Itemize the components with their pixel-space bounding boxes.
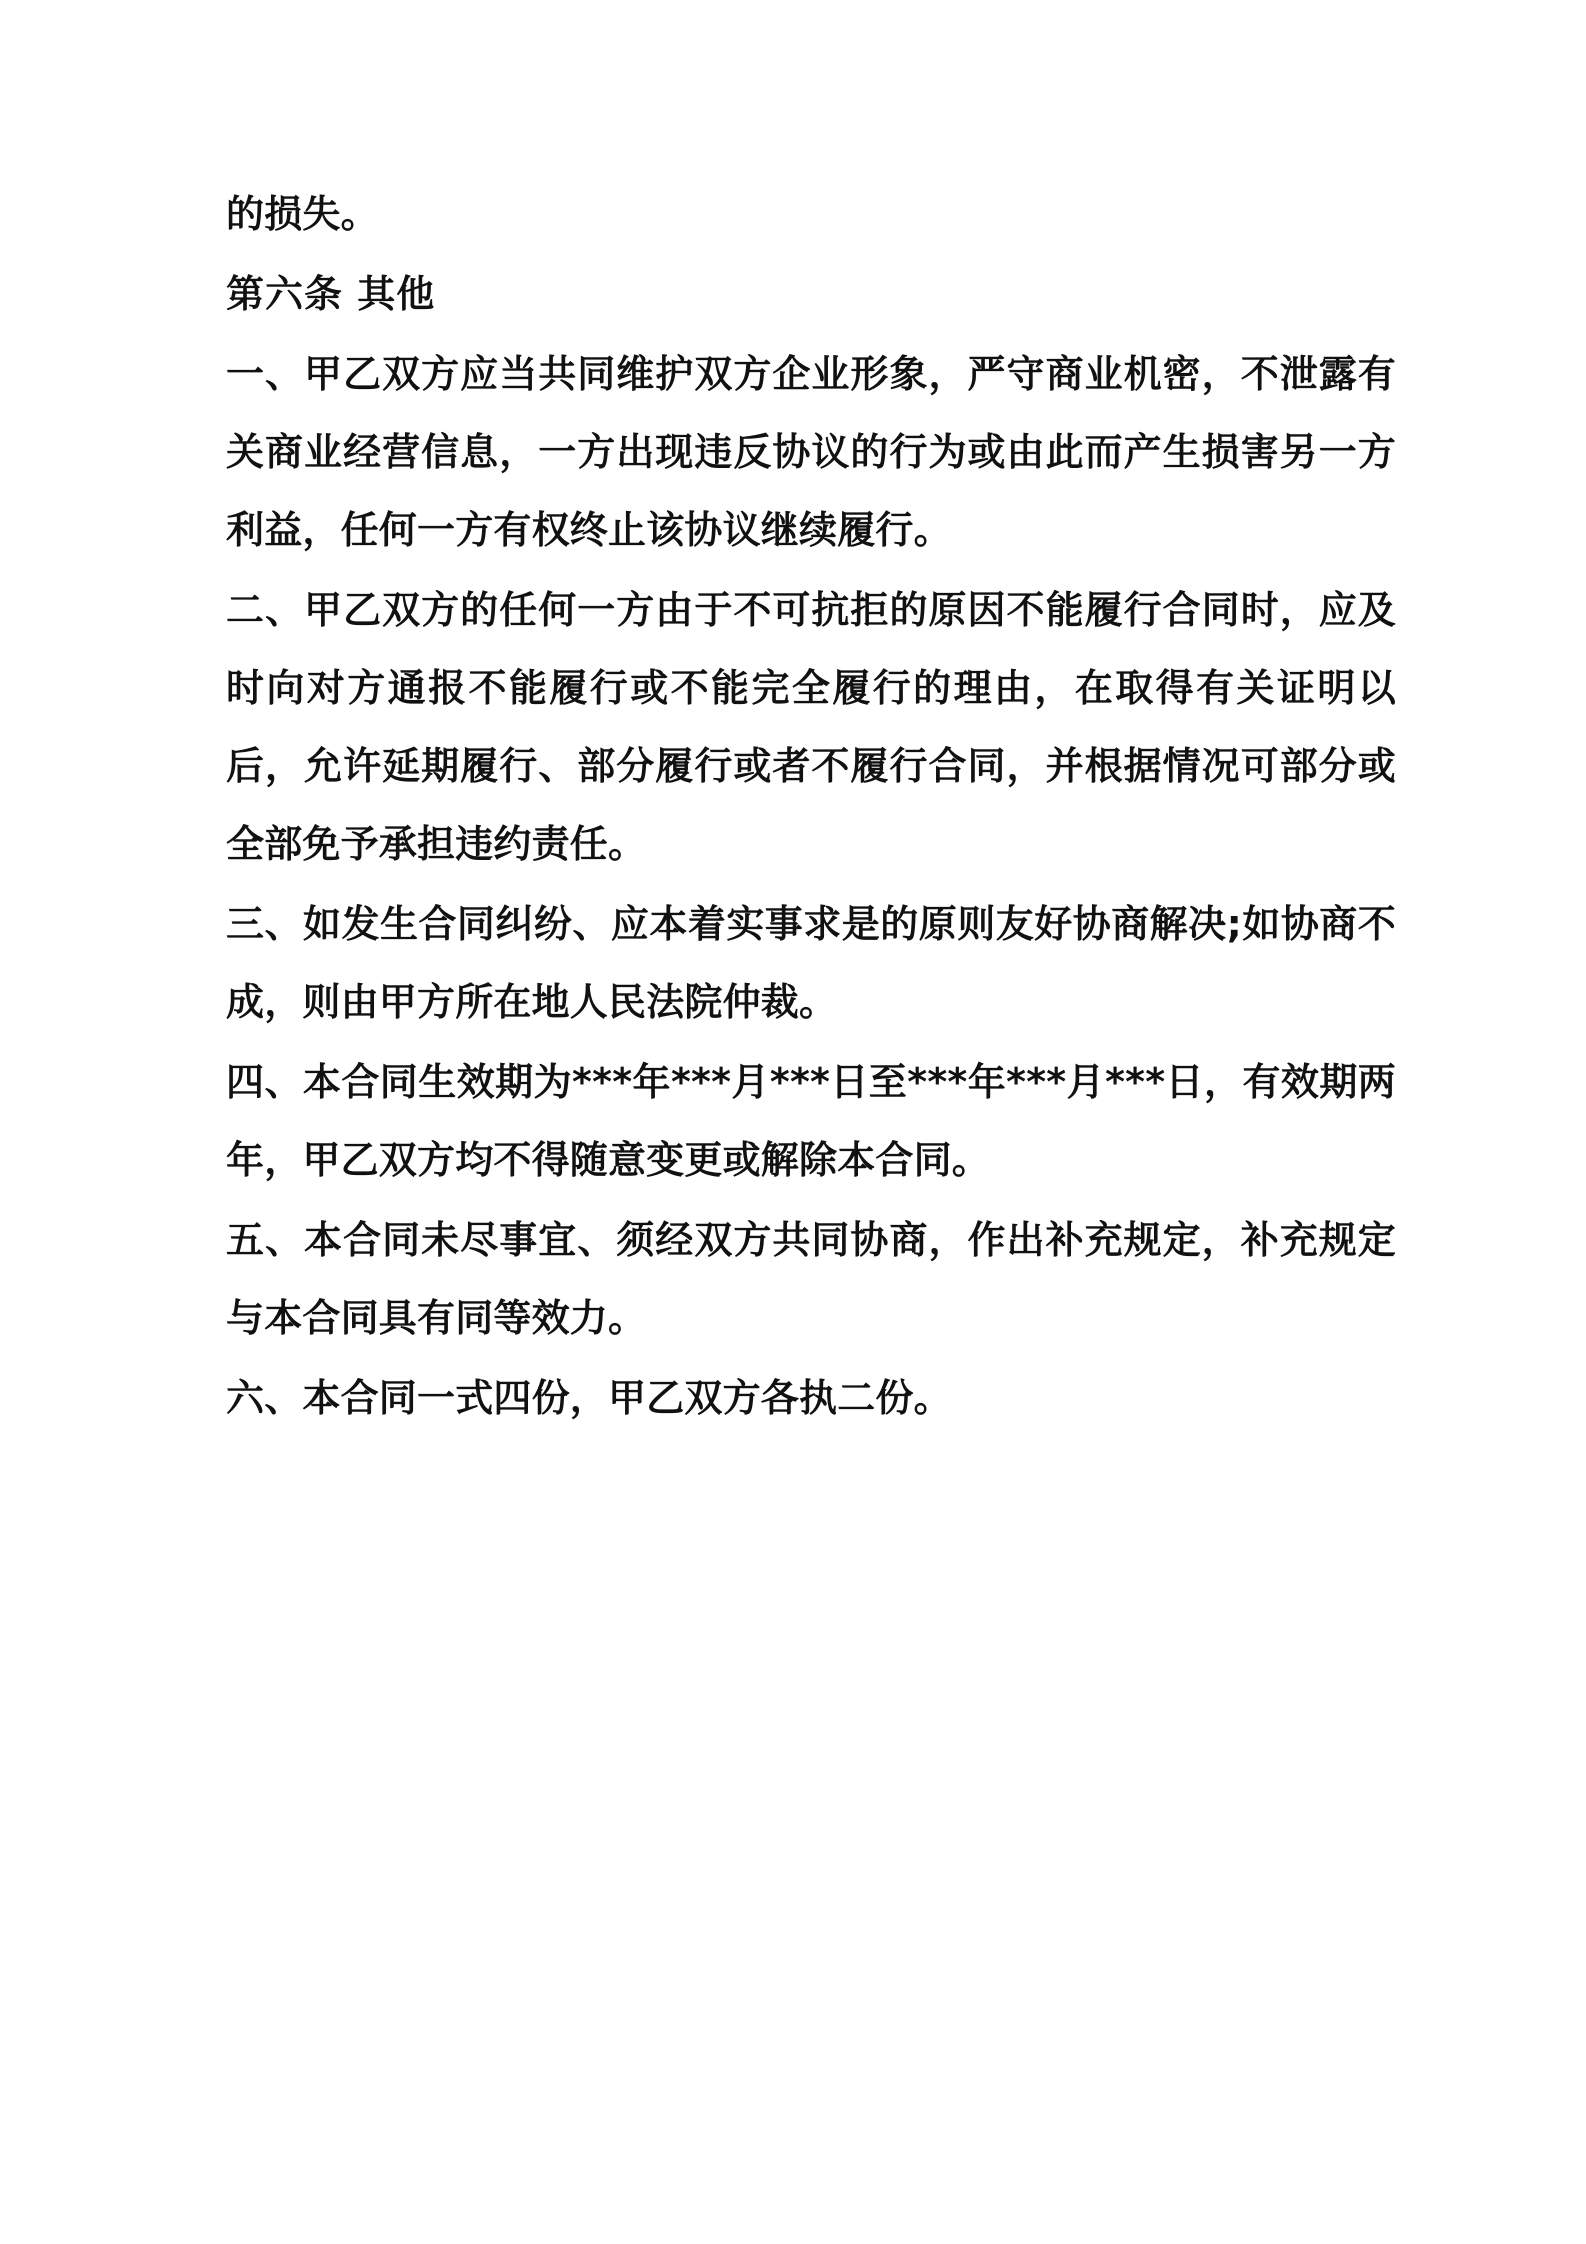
clause-item-3: 三、如发生合同纠纷、应本着实事求是的原则友好协商解决;如协商不成，则由甲方所在地人民法院仲裁。 [226, 902, 1396, 1024]
clause-item-4: 四、本合同生效期为***年***月***日至***年***月***日，有效期两年，甲乙双方均不得随意变更或解除本合同。 [226, 1060, 1396, 1182]
clause-item-6: 六、本合同一式四份，甲乙双方各执二份。 [226, 1376, 952, 1420]
clause-item-5: 五、本合同未尽事宜、须经双方共同协商，作出补充规定，补充规定与本合同具有同等效力。 [226, 1218, 1396, 1340]
paragraph-continuation-loss: 的损失。 [226, 192, 379, 236]
clause-item-2: 二、甲乙双方的任何一方由于不可抗拒的原因不能履行合同时，应及时向对方通报不能履行或不能完全履行的理由，在取得有关证明以后，允许延期履行、部分履行或者不履行合同，并根据情况可部分或全部免予承担违约责任。 [226, 588, 1396, 866]
clause-item-1: 一、甲乙双方应当共同维护双方企业形象，严守商业机密，不泄露有关商业经营信息，一方出现违反协议的行为或由此而产生损害另一方利益，任何一方有权终止该协议继续履行。 [226, 352, 1396, 552]
section-heading-article-six: 第六条 其他 [226, 272, 436, 316]
document-body [226, 175, 1396, 1437]
